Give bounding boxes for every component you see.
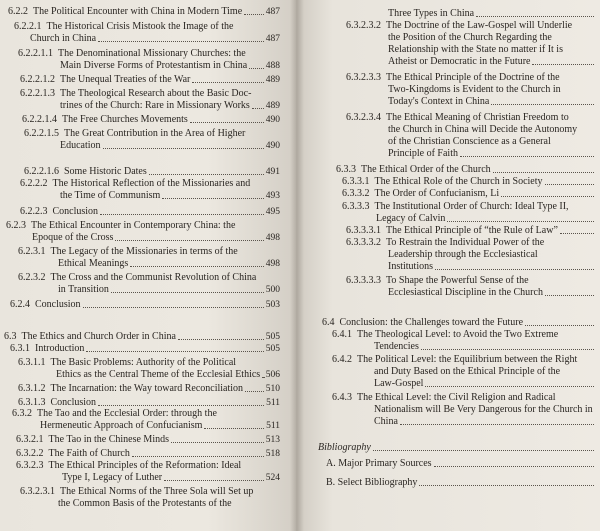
right-toc-entry [318, 442, 371, 454]
entry-title-continued: Atheist or Democratic in the Future [388, 56, 531, 67]
right-toc-entry [346, 237, 544, 249]
entry-title: The Order of Confucianism, Li [374, 188, 500, 199]
entry-number: 6.3.2.1 [16, 434, 44, 445]
entry-number: 6.3.3.3.1 [346, 225, 381, 236]
entry-title: B. Select Bibliography [326, 477, 418, 488]
entry-title: The Ethical Level: the Civil Religion and Radical [357, 392, 556, 403]
right-toc-entry [326, 458, 432, 470]
left-toc-entry [8, 6, 242, 18]
dot-leader [162, 198, 263, 199]
right-page [296, 0, 600, 531]
dot-leader [545, 295, 594, 296]
page-number: 510 [265, 384, 280, 394]
entry-title: The Denominational Missionary Churches: the [58, 48, 246, 59]
entry-title: A. Major Primary Sources [326, 458, 432, 469]
entry-title: The Ethics and Church Order in China [21, 331, 176, 342]
entry-title: The Ethical Norms of the Three Sola will Set up [60, 486, 254, 497]
entry-title: The Tao and the Ecclesial Order: through the [37, 408, 217, 419]
dot-leader [249, 68, 264, 69]
entry-title-continued: Ecclesiastical Discipline in the Church [388, 287, 543, 298]
entry-title: Introduction [35, 343, 85, 354]
entry-title: Conclusion [35, 299, 81, 310]
right-toc-entry [336, 164, 491, 176]
entry-title: The Historical Crisis Mistook the Image of the [46, 21, 234, 32]
dot-leader [130, 266, 263, 267]
entry-number: 6.3.1 [10, 343, 30, 354]
entry-title-continued: Three Types in China [388, 8, 475, 19]
entry-number: 6.3.3.3.3 [346, 275, 381, 286]
right-toc-entry [332, 329, 558, 341]
left-toc-entry [20, 178, 250, 190]
entry-title-continued: Ethics as the Central Theme of the Ecclesial Ethics [56, 369, 261, 380]
entry-number: 6.3.2.3.3 [346, 72, 381, 83]
entry-title-continued: Type I, Legacy of Luther [62, 472, 163, 483]
page-number: 500 [265, 285, 280, 295]
dot-leader [373, 450, 594, 451]
dot-leader [400, 424, 594, 425]
entry-title-continued: Principle of Faith [388, 148, 458, 159]
dot-leader [493, 172, 594, 173]
entry-title: The Basic Problems: Authority of the Political [50, 357, 237, 368]
left-toc-entry [16, 448, 130, 460]
entry-title-continued: and Duty Based on the Ethical Principle of the [374, 366, 561, 377]
entry-number: 6.3.3.1 [342, 176, 370, 187]
entry-number: 6.2.2 [8, 6, 28, 17]
entry-title-continued: Nationalism will Be Very Dangerous for the Church in [374, 404, 593, 415]
entry-title-continued: trines of the Church: Rare in Missionary Works [60, 100, 250, 111]
entry-title-continued: Epoque of the Cross [32, 232, 114, 243]
page-number: 524 [265, 473, 280, 483]
left-page [0, 0, 296, 531]
page-number: 487 [265, 34, 280, 44]
page-number: 489 [265, 101, 280, 111]
dot-leader [132, 456, 264, 457]
dot-leader [244, 14, 264, 15]
page-number: 490 [265, 115, 280, 125]
page-number: 495 [265, 207, 280, 217]
entry-number: 6.2.2.1.2 [20, 74, 55, 85]
page-number: 518 [265, 449, 280, 459]
entry-number: 6.3.2.3 [16, 460, 44, 471]
entry-title-continued: Church in China [30, 33, 97, 44]
entry-title: The Cross and the Communist Revolution of China [50, 272, 257, 283]
left-toc-entry [20, 486, 253, 498]
dot-leader [491, 104, 594, 105]
page-number: 493 [265, 191, 280, 201]
entry-title: The Ethical Encounter in Contemporary China: the [31, 220, 236, 231]
right-toc-entry [342, 188, 499, 200]
page-number: 505 [265, 344, 280, 354]
page-number: 511 [266, 398, 280, 408]
dot-leader [252, 108, 264, 109]
dot-leader [111, 292, 264, 293]
entry-title: Conclusion [50, 397, 97, 408]
entry-number: 6.2.2.3 [20, 206, 48, 217]
right-toc-entry [346, 225, 558, 237]
entry-title: Conclusion [52, 206, 99, 217]
left-toc-entry [24, 166, 147, 178]
left-toc-entry [18, 272, 256, 284]
entry-title: The Tao in the Chinese Minds [48, 434, 169, 445]
page-number: 505 [265, 332, 280, 342]
entry-title: The Theological Level: to Avoid the Two Extreme [357, 329, 559, 340]
entry-title-continued: the Church in China will Decide the Autonomy [388, 124, 578, 135]
dot-leader [204, 428, 264, 429]
left-toc-entry [14, 21, 233, 33]
page-number: 498 [265, 233, 280, 243]
entry-number: 6.3.1.2 [18, 383, 46, 394]
dot-leader [460, 156, 594, 157]
entry-number: 6.3.1.1 [18, 357, 46, 368]
right-toc-entry [346, 72, 560, 84]
entry-number: 6.4.1 [332, 329, 352, 340]
entry-title: The Political Encounter with China in Modern Time [33, 6, 243, 17]
right-toc-entry [332, 354, 577, 366]
entry-number: 6.2.2.1.1 [18, 48, 53, 59]
left-toc-entry [20, 74, 190, 86]
entry-title: The Ethical Principles of the Reformation: Ideal [48, 460, 242, 471]
entry-title-continued: Law-Gospel [374, 378, 424, 389]
entry-number: 6.2.2.1 [14, 21, 42, 32]
entry-title: The Political Level: the Equilibrium between the Right [357, 354, 578, 365]
page-number: 491 [265, 167, 280, 177]
dot-leader [86, 351, 263, 352]
entry-title-continued: the Position of the Church Regarding the [388, 32, 552, 43]
dot-leader [419, 485, 594, 486]
page-number: 511 [266, 421, 280, 431]
entry-title: The Ethical Meaning of Christian Freedom to [386, 112, 569, 123]
entry-number: 6.2.2.1.4 [22, 114, 57, 125]
entry-number: 6.2.3 [6, 220, 26, 231]
dot-leader [149, 174, 264, 175]
left-toc-entry [4, 331, 176, 343]
entry-title-continued: Legacy of Calvin [376, 213, 446, 224]
left-toc-entry [18, 383, 243, 395]
entry-number: 6.3.3 [336, 164, 356, 175]
entry-title: The Ethical Role of the Church in Society [374, 176, 543, 187]
left-toc-entry [20, 206, 98, 218]
entry-title: Some Historic Dates [64, 166, 147, 177]
right-toc-entry [332, 392, 556, 404]
entry-title-continued: Relationship with the State no matter if It is [388, 44, 563, 55]
right-toc-entry [342, 176, 543, 188]
entry-number: 6.3.3.3 [342, 201, 370, 212]
dot-leader [98, 405, 264, 406]
left-toc-entry [24, 128, 245, 140]
dot-leader [245, 391, 264, 392]
entry-title: The Unequal Treaties of the War [60, 74, 191, 85]
dot-leader [501, 196, 594, 197]
right-toc-entry [342, 201, 569, 213]
left-toc-entry [10, 343, 84, 355]
dot-leader [434, 466, 594, 467]
dot-leader [421, 349, 594, 350]
entry-number: 6.4.2 [332, 354, 352, 365]
dot-leader [192, 82, 263, 83]
entry-number: 6.3.3.3.2 [346, 237, 381, 248]
entry-title-continued: of the Christian Conscience as a General [388, 136, 551, 147]
entry-number: 6.3.2 [12, 408, 32, 419]
entry-title-continued: in Transition [58, 284, 109, 295]
left-toc-entry [12, 408, 217, 420]
dot-leader [178, 339, 264, 340]
entry-title-continued: the Common Basis of the Protestants of the [58, 498, 232, 509]
entry-title: The Ethical Order of the Church [361, 164, 491, 175]
left-toc-entry [22, 114, 188, 126]
dot-leader [171, 442, 264, 443]
dot-leader [190, 122, 264, 123]
dot-leader [83, 307, 264, 308]
entry-title: The Historical Reflection of the Missionaries and [52, 178, 251, 189]
dot-leader [525, 325, 594, 326]
entry-number: 6.3.2.3.4 [346, 112, 381, 123]
page-number: 513 [265, 435, 280, 445]
right-toc-entry [322, 317, 523, 329]
entry-number: 6.3 [4, 331, 17, 342]
dot-leader [447, 221, 594, 222]
dot-leader [164, 480, 264, 481]
left-toc-entry [18, 48, 246, 60]
entry-title-continued: the Time of Communism [60, 190, 161, 201]
left-toc-entry [16, 460, 241, 472]
entry-title: Bibliography [318, 442, 371, 453]
entry-title-continued: Institutions [388, 261, 434, 272]
entry-title: The Great Contribution in the Area of Higher [64, 128, 246, 139]
entry-number: 6.2.3.1 [18, 246, 46, 257]
right-toc-entry [346, 112, 569, 124]
entry-title-continued: Two-Kingdoms is Evident to the Church in [388, 84, 561, 95]
entry-title: To Restrain the Individual Power of the [386, 237, 545, 248]
entry-title-continued: Ethical Meanings [58, 258, 129, 269]
entry-title: The Institutional Order of Church: Ideal Type II, [374, 201, 569, 212]
dot-leader [425, 386, 594, 387]
left-toc-entry [16, 434, 169, 446]
entry-title: The Ethical Principle of the Doctrine of the [386, 72, 560, 83]
left-toc-entry [10, 299, 81, 311]
entry-title-continued: Hermeneutic Approach of Confucianism [40, 420, 203, 431]
entry-number: 6.3.1.3 [18, 397, 46, 408]
page-number: 506 [265, 370, 280, 380]
entry-number: 6.2.3.2 [18, 272, 46, 283]
page-number: 488 [265, 61, 280, 71]
dot-leader [532, 64, 594, 65]
right-toc-column [296, 0, 600, 531]
dot-leader [262, 377, 264, 378]
entry-title-continued: Education [60, 140, 101, 151]
entry-title: Conclusion: the Challenges toward the Future [339, 317, 524, 328]
entry-number: 6.4.3 [332, 392, 352, 403]
entry-title: The Ethical Principle of “the Rule of Law” [386, 225, 558, 236]
left-toc-entry [20, 88, 251, 100]
entry-number: 6.2.2.1.6 [24, 166, 59, 177]
entry-title: The Theological Research about the Basic Doc- [60, 88, 252, 99]
entry-title: The Legacy of the Missionaries in terms of the [50, 246, 238, 257]
entry-title-continued: China [374, 416, 398, 427]
page-number: 503 [265, 300, 280, 310]
entry-title: To Shape the Powerful Sense of the [386, 275, 529, 286]
book-spine-shadow [290, 0, 304, 531]
page-number: 489 [265, 75, 280, 85]
entry-title: The Free Churches Movements [62, 114, 188, 125]
dot-leader [100, 214, 264, 215]
dot-leader [476, 16, 594, 17]
entry-title: The Doctrine of the Law-Gospel will Underlie [386, 20, 573, 31]
dot-leader [560, 233, 594, 234]
dot-leader [115, 240, 263, 241]
dot-leader [103, 148, 264, 149]
page-number: 490 [265, 141, 280, 151]
entry-title-continued: Leadership through the Ecclesiastical [388, 249, 538, 260]
entry-title: The Faith of Church [48, 448, 130, 459]
entry-number: 6.3.2.3.2 [346, 20, 381, 31]
entry-number: 6.2.4 [10, 299, 30, 310]
entry-title-continued: Tendencies [374, 341, 419, 352]
entry-title-continued: Today's Context in China [388, 96, 490, 107]
left-toc-entry [18, 246, 238, 258]
entry-number: 6.2.2.1.5 [24, 128, 59, 139]
entry-title: The Incarnation: the Way toward Reconciliation [50, 383, 244, 394]
dot-leader [435, 269, 594, 270]
entry-title-continued: Main Diverse Forms of Protestantism in China [60, 60, 248, 71]
entry-number: 6.2.2.2 [20, 178, 48, 189]
left-toc-entry [18, 357, 236, 369]
right-toc-entry [326, 477, 417, 489]
left-toc-column [0, 0, 296, 531]
dot-leader [98, 41, 264, 42]
page-number: 487 [265, 7, 280, 17]
entry-number: 6.2.2.1.3 [20, 88, 55, 99]
entry-number: 6.3.3.2 [342, 188, 370, 199]
entry-number: 6.3.2.3.1 [20, 486, 55, 497]
entry-number: 6.4 [322, 317, 335, 328]
left-toc-entry [6, 220, 235, 232]
entry-number: 6.3.2.2 [16, 448, 44, 459]
dot-leader [545, 184, 594, 185]
right-toc-entry [346, 275, 529, 287]
page-number: 498 [265, 259, 280, 269]
right-toc-entry [346, 20, 572, 32]
